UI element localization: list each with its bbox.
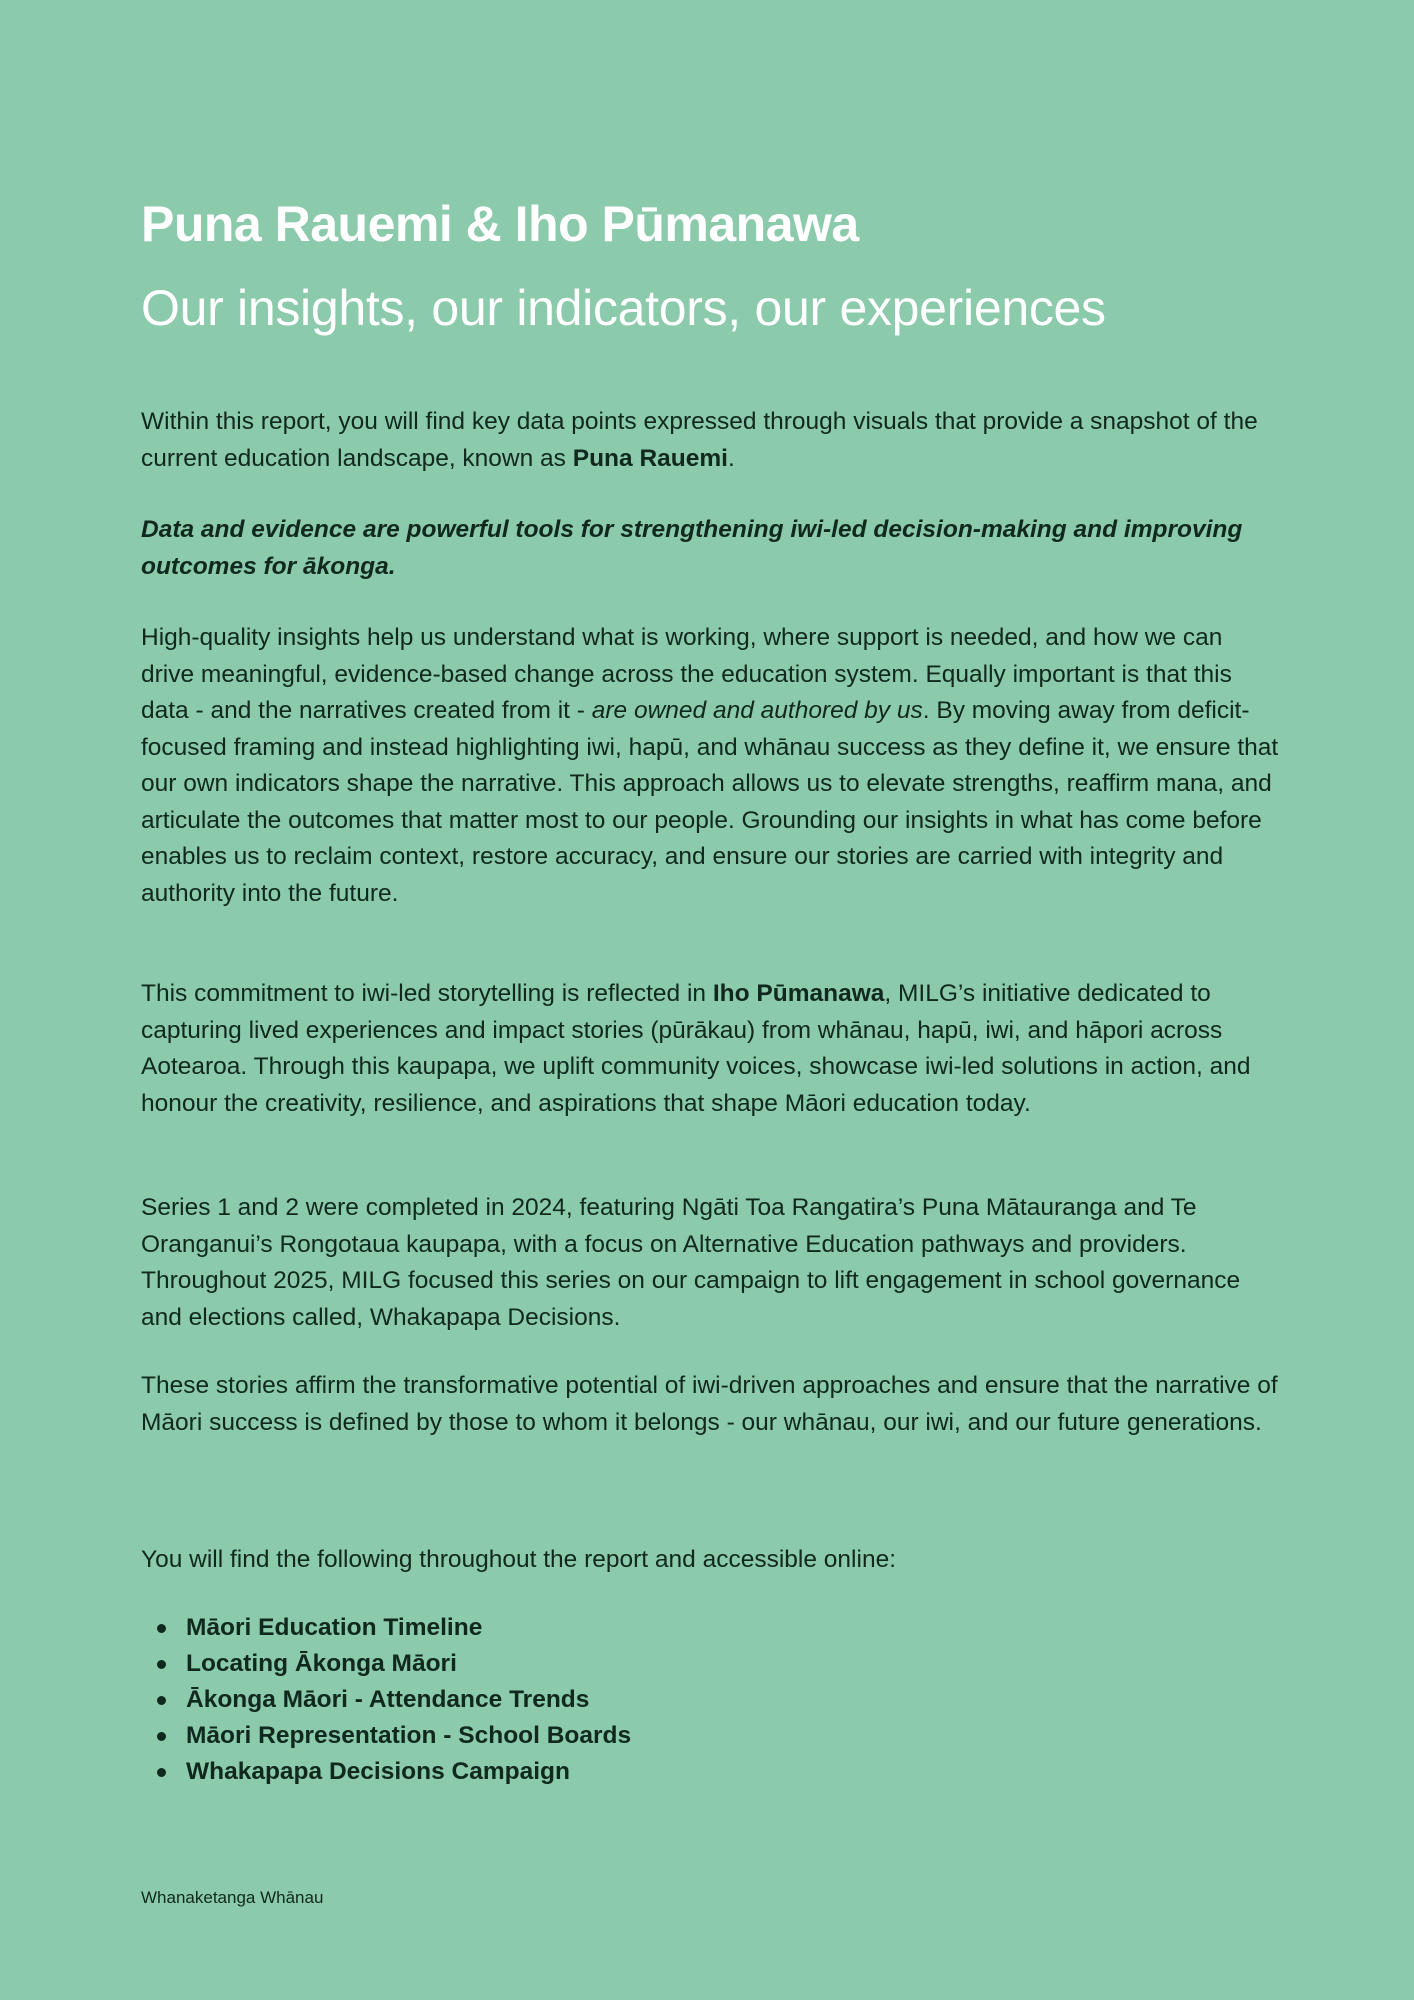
iho-text-start: This commitment to iwi-led storytelling is reflected in — [141, 980, 713, 1007]
series-paragraph: Series 1 and 2 were completed in 2024, featuring Ngāti Toa Rangatira’s Puna Mātauranga and Te Oranganui’s Rongotaua kaupapa, with a focus on Alternative Education pathways and providers. Throughout 2025, MILG focused this series on our campaign to lift engagement in school governance and elections called, Whakapapa Decisions. — [141, 1194, 1241, 1331]
report-page — [141, 0, 1281, 2000]
list-item: Ākonga Māori - Attendance Trends — [186, 1682, 631, 1718]
list-item: Māori Representation - School Boards — [186, 1718, 631, 1754]
iho-pumanawa-emphasis: Iho Pūmanawa — [712, 980, 885, 1007]
key-statement: Data and evidence are powerful tools for strengthening iwi-led decision-making and improving outcomes for ākonga. — [141, 516, 1243, 580]
list-intro: You will find the following throughout the report and accessible online: — [141, 1546, 897, 1573]
affirmation-paragraph: These stories affirm the transformative potential of iwi-driven approaches and ensure that the narrative of Māori success is defined by those to whom it belongs - our whānau, our iwi, and our future generations. — [141, 1372, 1278, 1436]
iho-pumanawa-paragraph — [141, 976, 1281, 1122]
list-item: Māori Education Timeline — [186, 1610, 631, 1646]
page-footer: Whanaketanga Whānau — [141, 1888, 324, 1907]
page-title: Puna Rauemi & Iho Pūmanawa — [141, 196, 859, 252]
iho-text-end: , MILG’s initiative dedicated to capturing lived experiences and impact stories (pūrākau) from whānau, hapū, iwi, and hāpori across Aotearoa. Through this kaupapa, we uplift community voices, showcase iwi-led solutions in action, and honour the creativity, resilience, and aspirations that shape Māori education today. — [141, 980, 1251, 1117]
intro-paragraph — [141, 404, 1281, 477]
ownership-emphasis: are owned and authored by us — [591, 697, 923, 724]
intro-text: Within this report, you will find key data points expressed through visuals that provide a snapshot of the current education landscape, known as — [141, 408, 1258, 472]
insights-paragraph — [141, 620, 1281, 912]
intro-period: . — [727, 444, 735, 472]
page-subtitle: Our insights, our indicators, our experiences — [141, 280, 1106, 336]
list-item: Whakapapa Decisions Campaign — [186, 1754, 631, 1790]
insights-text-end: . By moving away from deficit-focused framing and instead highlighting iwi, hapū, and whānau success as they define it, we ensure that our own indicators shape the narrative. This approach allows us to elevate strengths, reaffirm mana, and articulate the outcomes that matter most to our people. Grounding our insights in what has come before enables us to reclaim context, restore accuracy, and ensure our stories are carried with integrity and authority into the future. — [141, 697, 1279, 907]
puna-rauemi-emphasis: Puna Rauemi — [572, 444, 728, 472]
list-item: Locating Ākonga Māori — [186, 1646, 631, 1682]
insights-text-start: High-quality insights help us understand what is working, where support is needed, and how we can drive meaningful, evidence-based change across the education system. Equally important is that this data - and the narratives created from it - — [141, 624, 1232, 724]
resource-list — [141, 1610, 631, 1790]
